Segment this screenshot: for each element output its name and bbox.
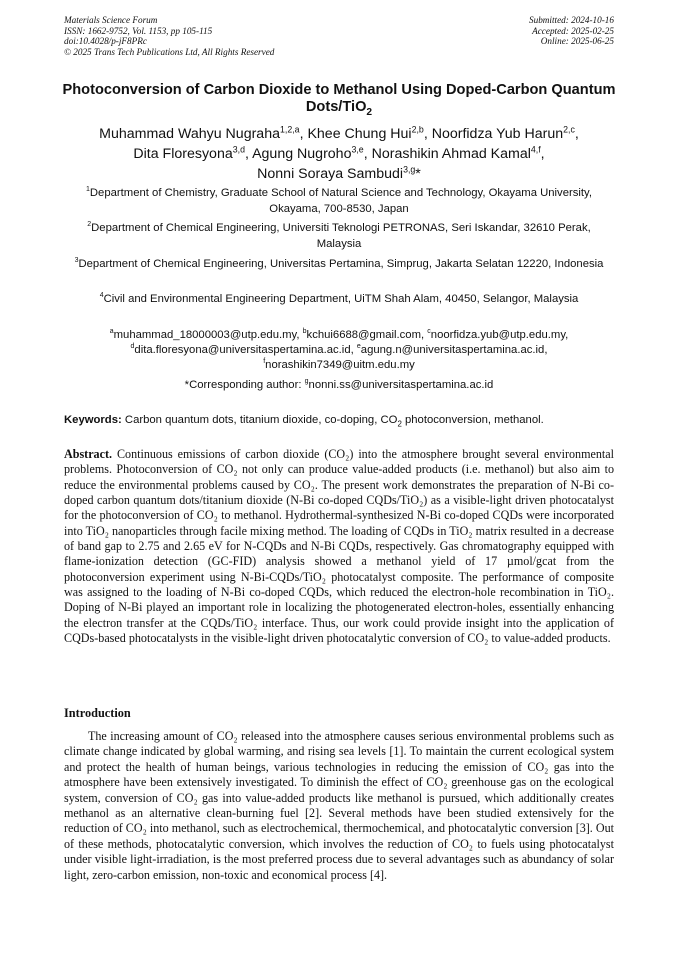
abstract-label: Abstract. xyxy=(64,447,113,461)
author-name: Agung Nugroho xyxy=(252,146,352,162)
corresponding-marker: g xyxy=(304,378,309,386)
paper-title xyxy=(60,82,618,116)
email-c[interactable]: noorfidza.yub@utp.edu.my xyxy=(430,329,566,341)
journal-info xyxy=(64,15,274,57)
author-name: Muhammad Wahyu Nugraha xyxy=(99,126,280,142)
title-text: Photoconversion of Carbon Dioxide to Methanol Using Doped-Carbon Quantum Dots/TiO xyxy=(62,82,616,115)
author-name: Nonni Soraya Sambudi xyxy=(257,166,404,182)
accepted-date: Accepted: 2025-02-25 xyxy=(532,25,614,36)
affiliation-number: 2 xyxy=(87,221,92,229)
corresponding-label: *Corresponding author: xyxy=(184,379,305,391)
author-affiliation-marker: 3,e xyxy=(351,144,364,155)
journal-name: Materials Science Forum xyxy=(64,15,158,25)
author-affiliation-marker: 1,2,a xyxy=(279,124,300,135)
author-affiliation-marker: 2,c xyxy=(563,124,575,135)
journal-issn: ISSN: 1662-9752, Vol. 1153, pp 105-115 xyxy=(64,25,213,36)
email-b[interactable]: kchui6688@gmail.com xyxy=(306,329,421,341)
author-affiliation-marker: 3,d xyxy=(232,144,245,155)
keywords-text-end: photoconversion, methanol. xyxy=(401,414,544,426)
keywords-subscript: 2 xyxy=(397,419,402,429)
author-separator: , xyxy=(540,146,545,162)
email-d[interactable]: dita.floresyona@universitaspertamina.ac.id xyxy=(134,344,351,357)
author-separator: , xyxy=(574,126,579,142)
affiliation-number: 4 xyxy=(99,292,104,300)
author-separator: , xyxy=(299,126,308,142)
keywords xyxy=(64,413,624,428)
email-a[interactable]: muhammad_18000003@utp.edu.my xyxy=(113,329,297,341)
author-list xyxy=(56,124,622,184)
affiliation-1 xyxy=(70,185,608,217)
author-emails: $^a$muhammad_18000003@utp.edu.my, $^b$kchui6688@gmail.com, $^c$noorfidza.yub@utp.edu.my, $^d$dita.floresyona@universitaspertamina.ac.id, $^e$agung.n@universitaspertamina.ac.id, $^f$norashikin7349@uitm.edu.my xyxy=(109,328,569,372)
introduction-body: The increasing amount of CO₂ released into the atmosphere causes serious environmental problems such as climate change indicated by global warming, and rising sea levels [1]. To maintain the current ecological system and protect the health of human beings, various technologies in reducing the emission of CO₂ gas into the atmosphere have been extensively investigated. To diminish the effect of CO₂ greenhouse gas on the ecological system, conversion of CO₂ gas into value-added products like methanol is pursued, which additionally creates methanol as an alternative clean-burning fuel [2]. Several methods have been studied extensively for the reduction of CO₂ into methanol, such as electrochemical, thermochemical, and photocatalytic conversion [3]. Out of these methods, photocatalytic conversion, which involves the reduction of CO₂ to fuels using photocatalyst under visible light-irradiation, is the most preferred process due to several advantages such as abundancy of solar light, zero-carbon emission, non-toxic and economical process [4]. xyxy=(64,729,614,882)
email-e[interactable]: agung.n@universitaspertamina.ac.id xyxy=(360,344,545,357)
author-affiliation-marker: 3,g xyxy=(403,164,416,175)
author-affiliation-marker: 4,f xyxy=(530,144,541,155)
submitted-date: Submitted: 2024-10-16 xyxy=(529,15,614,25)
affiliation-4 xyxy=(70,291,608,307)
author-separator: , xyxy=(244,146,253,162)
affiliation-number: 3 xyxy=(74,257,79,265)
corresponding-email[interactable]: nonni.ss@universitaspertamina.ac.id xyxy=(308,379,494,391)
author-name: Khee Chung Hui xyxy=(307,126,412,142)
affiliation-text: Civil and Environmental Engineering Department, UiTM Shah Alam, 40450, Selangor, Malaysia xyxy=(103,293,579,305)
keywords-label: Keywords: xyxy=(64,414,122,426)
author-name: Dita Floresyona xyxy=(133,146,233,162)
author-name: Norashikin Ahmad Kamal xyxy=(371,146,531,162)
affiliation-2 xyxy=(70,220,608,252)
affiliation-text: Department of Chemical Engineering, Universiti Teknologi PETRONAS, Seri Iskandar, 32610 Perak, Malaysia xyxy=(91,222,591,250)
author-name: Noorfidza Yub Harun xyxy=(431,126,564,142)
author-separator: * xyxy=(415,166,421,182)
affiliation-3 xyxy=(70,256,608,272)
title-subscript: 2 xyxy=(366,106,373,118)
author-affiliation-marker: 2,b xyxy=(411,124,424,135)
abstract-body: Continuous emissions of carbon dioxide (CO₂) into the atmosphere brought several environmental problems. Photoconversion of CO₂ not only can produce value-added products (i.e. methanol) but also aim to reduce the environmental problems caused by CO₂. The present work demonstrates the preparation of N-Bi co-doped carbon quantum dots/titanium dioxide (N-Bi co-doped CQDs/TiO₂) as a visible-light driven photocatalyst for the photoconversion of CO₂ to methanol. Hydrothermal-synthesized N-Bi co-doped CQDs were incorporated into TiO₂ nanoparticles through facile mixing method. The loading of CQDs in TiO₂ matrix resulted in a decrease of band gap to 2.75 and 2.65 eV for N-CQDs and N-Bi CQDs, respectively. Gas chromatography equipped with flame-ionization detection (GC-FID) analysis showed a methanol yield of 17 µmol/gcat from the photoconversion experiment using N-Bi-CQDs/TiO₂ photocatalyst composite. The performance of composite was assigned to the loading of N-Bi co-doped CQDs, which reduced the electron-hole recombination in TiO₂. Doping of N-Bi played an important role in localizing the photogenerated electron-holes, essentially enhancing the electron transfer at the CQDs/TiO₂ interface. Thus, our work could provide insight into the application of CQDs-based photocatalysts in the visible-light driven photocatalytic conversion of CO₂ to value-added products. xyxy=(64,447,614,646)
email-f[interactable]: norashikin7349@uitm.edu.my xyxy=(265,359,415,372)
online-date: Online: 2025-06-25 xyxy=(540,36,614,47)
submission-dates xyxy=(529,15,614,47)
journal-copyright: © 2025 Trans Tech Publications Ltd, All Rights Reserved xyxy=(64,46,275,57)
affiliation-text: Department of Chemical Engineering, Universitas Pertamina, Simprug, Jakarta Selatan 12220, Indonesia xyxy=(78,258,604,270)
introduction-heading: Introduction xyxy=(64,706,131,720)
author-separator: , xyxy=(423,126,432,142)
keywords-text: Carbon quantum dots, titanium dioxide, co-doping, CO xyxy=(121,414,398,426)
author-separator: , xyxy=(363,146,372,162)
affiliation-number: 1 xyxy=(85,186,90,194)
affiliation-text: Department of Chemistry, Graduate School of Natural Science and Technology, Okayama University, Okayama, 700-8530, Japan xyxy=(89,187,592,215)
corresponding-author xyxy=(66,378,612,393)
journal-doi[interactable]: doi:10.4028/p-jF8PRc xyxy=(64,36,147,47)
abstract xyxy=(64,447,614,646)
